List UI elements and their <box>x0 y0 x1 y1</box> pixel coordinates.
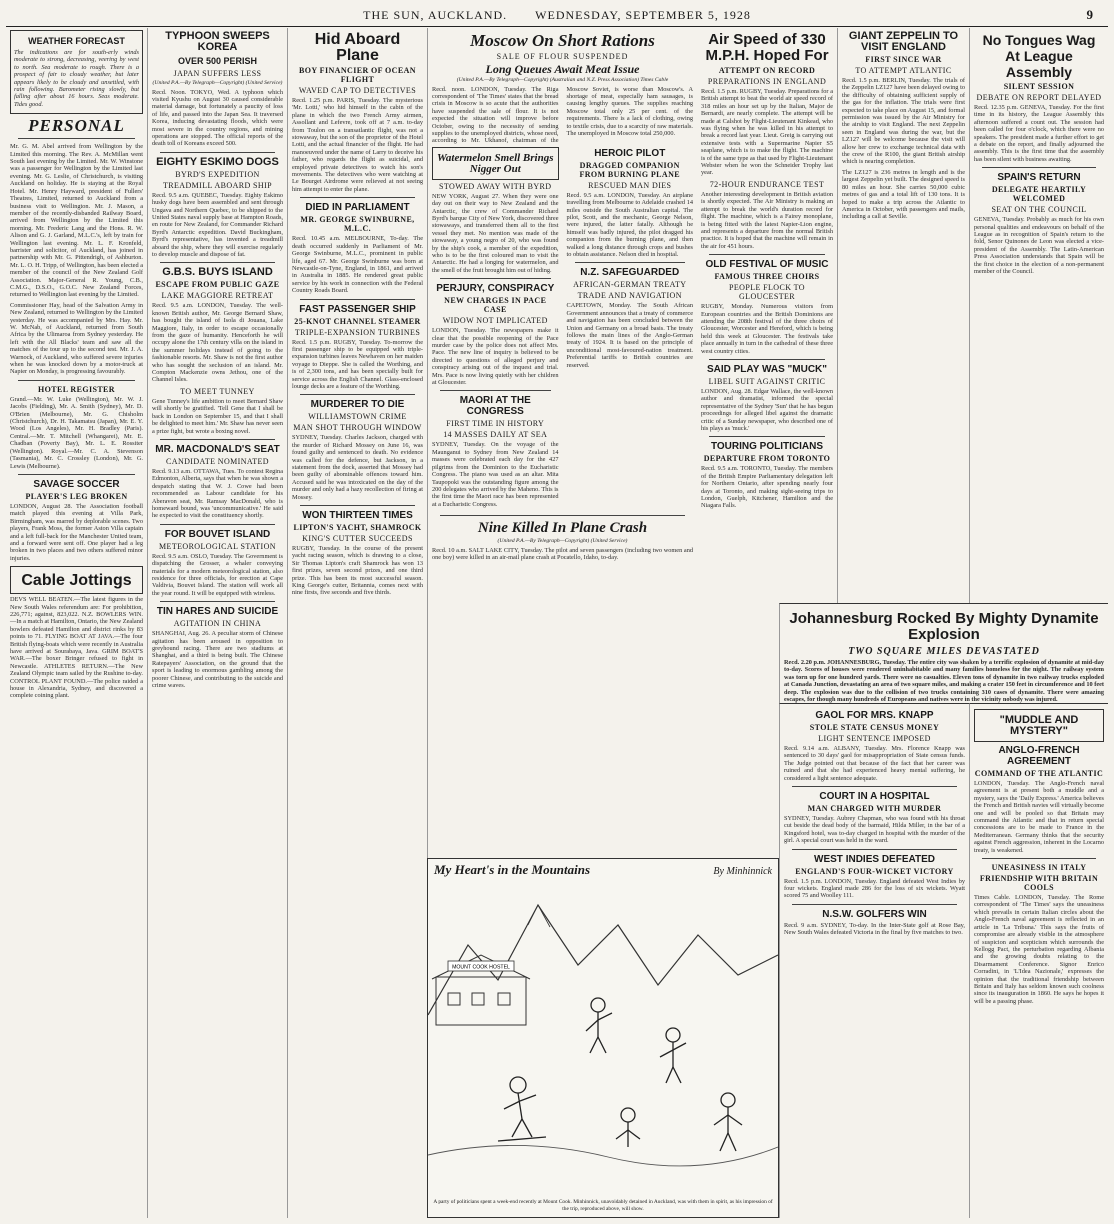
column-3 <box>287 28 427 1218</box>
endurance-text: Another interesting development in British aviation is shortly expected. The Air Ministry is making an attempt to break the world's duration record for flight. The machine, which is a Fairey monoplane, is being fitted with the latest Napier-Lion engine, and represents a departure from the normal British practice. It is hoped that the machine will remain in the air for 451 hours. <box>701 190 833 250</box>
old-festival-text: RUGBY, Monday. Numerous visitors from European countries and the British Dominions are attending the 208th festival of the three choirs of Gloucester, Worcester and Hereford, which is being held this week at Gloucester. The festivals take place annually in turn in the cathedral of these three west country cities. <box>701 303 833 355</box>
tin-hares-subtitle: AGITATION IN CHINA <box>173 619 262 629</box>
typhoon-credit: (United P.A.—By Telegraph—Copyright) (United Service) <box>152 80 283 86</box>
spain-subtitle-2: SEAT ON THE COUNCIL <box>991 205 1087 215</box>
gaol-text: Recd. 9.14 a.m. ALBANY, Tuesday. Mrs. Florence Knapp was sentenced to 30 days' gaol for misappropriation of State census funds. The Judge pointed out that because of the fact that her career was ruined and that she had experienced heavy mental suffering, he considered a light sentence adequate. <box>784 745 965 782</box>
moscow-text: Recd. noon. LONDON, Tuesday. The Riga correspondent of 'The Times' states that the bread crisis in Moscow is so acute that the authorities have suspended the sale of flour. It is not expected the situation will improve before October, owing to the necessity of sending supplies to the unemployed districts, whose need, according to Mr. Ukhanof, chairman of the Moscow Soviet, is worse than Moscow's. A shortage of meat, especially ham sausages, is causing lengthy queues. The supplies reaching Moscow total only 25 per cent. of the requirements. There is a lack of clothing, owing to textile crisis, due to a scarcity of raw materials. The unemployed in Moscow total 250,000. <box>432 85 693 145</box>
air-speed-title: Air Speed of 330 M.P.H. Hoped For <box>705 31 829 64</box>
nz-subtitle: AFRICAN-GERMAN TREATY <box>573 280 687 290</box>
zeppelin-subtitle-2: TO ATTEMPT ATLANTIC <box>855 66 952 75</box>
spain-text: GENEVA, Tuesday. Probably as much for his own personal qualities and endeavours on behalf of the League as in recognition of Spain's return to the fold, Senor Quinones de Leon was elected a vice-president of the Assembly. The Latin-American Press Association understands that Spain will be the first choice in the election of a non-permanent member of the Council. <box>974 216 1104 276</box>
personal-text: Mr. G. M. Abel arrived from Wellington by the Limited this morning. The Rev. A. McMillan went South last evening by the Limited. Mr. W. Winstone was a passenger for Wellington by the Limited last evening. Mr. G. Leslie, of Christchurch, is visiting Auckland on holiday. He is staying at the Royal Hotel. Mr. Henry Hayward, president of Fullers' Theatres, Limited, returned to Auckland from a business visit to Wellington. Mr. J. Mason, a member of the recently-disbanded Railway Board, arrived from Wellington by the Limited this morning. Mr. Frederic Lang and the Hons. R. W. Alison and G. J. Garland, M.L.C.'s, left by train for Wellington last evening. Mr. L. F. Kronfeld, barrister and solicitor, of Auckland, has joined in partnership with Mr. G. Pittendrigh, of Ashburton. Mr. L. O. H. Tripp, of Wellington, has been elected a member of the council of the New Zealand Golf Association. Major-General R. Young, C.B., C.M.G., D.S.O., G.O.C. New Zealand Forces, returned to Wellington last evening by the Limited. <box>10 143 143 299</box>
hid-subtitle: BOY FINANCIER OF OCEAN FLIGHT <box>299 66 416 84</box>
column-2 <box>147 28 287 1218</box>
savage-text: LONDON, August 28. The Association football match played this evening at Villa Park, Birmingham, was marred by deplorable scenes. Two players, Frank Moss, the former Aston Villa captain and a left full-back for the Manchester United team, and a forward were sent off. One player had a leg broken in two places and two others suffered minor injuries. <box>10 502 143 562</box>
watermelon-title: Watermelon Smell Brings Nigger Out <box>436 151 554 175</box>
savage-title: SAVAGE SOCCER <box>33 478 120 490</box>
weather-title: WEATHER FORECAST <box>28 36 125 46</box>
cartoon-caption: A party of politicians spent a week-end recently at Mount Cook. Minhinnick, unavoidably detained in Auckland, was with them in spirit, as his impression of the trip, reproduced above, will show. <box>433 1199 773 1212</box>
tongues-subtitle-2: DEBATE ON REPORT DELAYED <box>976 93 1102 102</box>
parliament-title: DIED IN PARLIAMENT <box>305 202 410 214</box>
masthead-date: WEDNESDAY, SEPTEMBER 5, 1928 <box>535 7 751 22</box>
said-play-title: SAID PLAY WAS "MUCK" <box>706 363 828 375</box>
page-grid <box>6 28 1108 1218</box>
watermelon-subtitle: STOWED AWAY WITH BYRD <box>439 181 552 191</box>
muddle-title: "MUDDLE AND MYSTERY" <box>999 714 1079 737</box>
nsw-golfers-text: Recd. 9 a.m. SYDNEY, To-day. In the Inter-State golf at Rose Bay, New South Wales defeated Victoria in the final by five matches to two. <box>784 921 965 937</box>
masthead-title: THE SUN, AUCKLAND. <box>363 7 508 22</box>
heroic-subtitle: DRAGGED COMPANION FROM BURNING PLANE <box>579 160 681 179</box>
tin-hares-title: TIN HARES AND SUICIDE <box>156 606 279 618</box>
personal-title: PERSONAL <box>28 116 125 136</box>
cartoon-header <box>428 859 778 881</box>
nine-killed-text: Recd. 10 a.m. SALT LAKE CITY, Tuesday. The pilot and seven passengers (including two women and one boy) were killed in an air-mail plane crash at Pocatello, Idaho, to-day. <box>432 546 693 562</box>
old-festival-subtitle: FAMOUS THREE CHOIRS <box>714 272 820 282</box>
court-title: COURT IN A HOSPITAL <box>819 791 930 803</box>
figure-skier <box>498 1077 546 1141</box>
touring-subtitle: DEPARTURE FROM TORONTO <box>703 454 831 464</box>
muddle-box <box>974 709 1104 742</box>
johannesburg-title: Johannesburg Rocked By Mighty Dynamite Explosion <box>789 610 1099 643</box>
typhoon-text: Recd. Noon. TOKYO, Wed. A typhoon which visited Kyushu on August 30 caused considerable material damage, but fortunately a paucity of loss of life, and passed into the Japan Sea. It traversed Korea, inducing devastating floods, which were most severe in the country regions, and mining operations are stopped. The official reports of the death toll of Koreans exceed 500. <box>152 88 283 148</box>
murder-text: SYDNEY, Tuesday. Charles Jackson, charged with the murder of Richard Mossey on June 16, was found guilty and sentenced to death. No evidence was called for the defence, but Jackson, in a statement from the dock, asserted that Mossey had been guilty of abominable offences toward him. Accused said he was intoxicated on the day of the murder and only had a hazy recollection of firing at Mossey. <box>292 434 423 501</box>
muddle-text: LONDON, Tuesday. The Anglo-French naval agreement is at present both a muddle and a mystery, says the 'Daily Express.' America believes the French and British navies will virtually become one and will be pooled so that Britain may command the Atlantic and that in return special concessions are to be made to France in the Mediterranean. Germany thinks that the security against French aggression, inherent in the Locarno treaty, is weakened. <box>974 780 1104 854</box>
personal-text-2: Commissioner Hay, head of the Salvation Army in New Zealand, returned to Wellington by the Limited yesterday. He was accompanied by Mrs. Hay. Mr. W. McNab, of Auckland, returned from South Africa by the Ulimaroa from Sydney yesterday. He left with the All Blacks' team and saw all the matches of the tour up to the second test. Mr. J. A. Warnock, of Auckland, who suffered severe injuries when he was knocked down by a motor-truck at Napier on Monday, is progressing favourably. <box>10 301 143 376</box>
won-subtitle-2: KING'S CUTTER SUCCEEDS <box>302 534 413 544</box>
eskimo-text: Recd. 9.5 a.m. QUEBEC, Tuesday. Eighty Eskimo husky dogs have been assembled and sent through Ungava and Northern Quebec, to be shipped to the United States naval supply base at Hampton Roads, en route for New Zealand, for Commander Richard Byrd's Antarctic expedition. David Buckingham, Byrd's representative, has invented a treadmill aboard the ship, where they will exercise regularly to develop muscle and dispose of fat. <box>152 191 283 258</box>
moscow-title: Moscow On Short Rations <box>470 31 655 50</box>
bouvet-title: FOR BOUVET ISLAND <box>164 528 271 540</box>
won-subtitle: LIPTON'S YACHT, SHAMROCK <box>293 523 422 533</box>
tongues-subtitle: SILENT SESSION <box>1003 82 1075 91</box>
macdonald-title: MR. MACDONALD'S SEAT <box>155 443 280 455</box>
heroic-title: HEROIC PILOT <box>594 147 666 159</box>
johannesburg-text: Recd. 2.20 p.m. JOHANNESBURG, Tuesday. The entire city was shaken by a terrific explosion of dynamite at mid-day to-day. Scores of houses were rendered uninhabitable and many families homeless for the night. The railway system was torn up for one hundred yards. There were no casualties. Eleven tons of dynamite in two railway trucks exploded at Canada Junction, devastating an area of two square miles, and making a crater 150 feet in circumference and 10 feet deep. The explosion was due to the collision of two trucks containing 310 cases of dynamite. There were amazing escapes, for though many hundreds of Europeans and natives were in the vicinity nobody was injured. <box>784 659 1104 703</box>
heroic-subtitle-2: RESCUED MAN DIES <box>588 180 672 190</box>
parliament-text: Recd. 10.45 a.m. MELBOURNE, To-day. The death occurred suddenly in Parliament of Mr. George Swinburne, M.L.C., prominent in public life, aged 67. Mr. George Swinburne was born at Newcastle-on-Tyne, England, in 1861, and arrived in Australia in 1885. He rendered great public service by his work in connection with the Federal Country Roads Board. <box>292 235 423 295</box>
tongues-title: No Tongues Wag At League Assembly <box>982 32 1096 80</box>
hostel-sign <box>448 961 514 971</box>
perjury-title: PERJURY, CONSPIRACY <box>436 283 555 295</box>
nz-text: CAPETOWN, Monday. The South African Government announces that a treaty of commerce and navigation has been concluded between the Union and Germany on a broad basis. The treaty follows the main lines of the Anglo-German treaty of 1924. It is based on the principle of unconditional most-favoured-nation treatment. Preferential tariffs to British countries are reserved. <box>566 302 693 369</box>
said-play-subtitle: LIBEL SUIT AGAINST CRITIC <box>708 376 826 386</box>
johannesburg-subtitle: TWO SQUARE MILES DEVASTATED <box>848 646 1040 657</box>
court-subtitle: MAN CHARGED WITH MURDER <box>807 804 942 814</box>
west-indies-subtitle: ENGLAND'S FOUR-WICKET VICTORY <box>795 866 954 876</box>
moscow-lower-right <box>567 145 694 511</box>
zeppelin-subtitle: FIRST SINCE WAR <box>865 55 942 64</box>
johannesburg-block <box>779 603 1108 703</box>
heroic-text: Recd. 9.5 a.m. LONDON, Tuesday. An airplane travelling from Melbourne to Adelaide crashed 14 miles outside the South Australian capital. The pilot, Scott, and the mechanic, George Nelson, were injured, the latter fatally. Although he himself was badly injured, the pilot dragged his companion from the burning plane, and then walked a long distance through crops and bushes to obtain assistance. Nelson died in hospital. <box>566 191 693 258</box>
perjury-text: LONDON, Tuesday. The newspapers make it clear that the possible reopening of the Pace murder case by the police does not affect Mrs. Pace. The new line of inquiry is believed to be directed to questions of alleged perjury and conspiracy arising out of the inquest and trial. Mrs. Pace is now living quietly with her children at Gloucester. <box>432 327 559 387</box>
italy-title: UNEASINESS IN ITALY <box>991 863 1087 873</box>
muddle-subtitle-2: COMMAND OF THE ATLANTIC <box>974 769 1104 778</box>
gbs-text: Recd. 9.5 a.m. LONDON, Tuesday. The well-known British author, Mr. George Bernard Shaw, has bought the island of Isola di Jouana, Lake Maggiore, Italy, in order to escape occasionally from the gaze of humanity. Henceforth he will occupy alone the 17th century villa on the island in the summer holidays instead of going to the fashionable resorts. Mr. Shaw is not the first author who has sought the seclusion of an island. Mr. Compton Mackenzie owns Jethou, one of the Channel Isles. <box>152 302 283 384</box>
figure-climber-1 <box>586 998 612 1053</box>
maori-subtitle-2: 14 MASSES DAILY AT SEA <box>443 430 548 440</box>
fast-ship-title: FAST PASSENGER SHIP <box>299 303 416 315</box>
column-6-upper <box>837 28 969 603</box>
air-speed-subtitle: ATTEMPT ON RECORD <box>718 66 816 75</box>
spain-subtitle: DELEGATE HEARTILY WELCOMED <box>991 185 1087 204</box>
figure-climber-2 <box>660 1028 686 1083</box>
west-indies-title: WEST INDIES DEFEATED <box>814 853 935 865</box>
moscow-credit: (United P.A.—By Telegraph—Copyright) (Australian and N.Z. Press Association) Times Cable <box>456 77 669 83</box>
murder-subtitle: WILLIAMSTOWN CRIME <box>308 412 407 422</box>
old-festival-title: OLD FESTIVAL OF MUSIC <box>705 259 829 271</box>
column-1 <box>6 28 147 1218</box>
figure-group <box>616 1093 742 1151</box>
eskimo-title: EIGHTY ESKIMO DOGS <box>156 155 279 168</box>
eskimo-subtitle-2: TREADMILL ABOARD SHIP <box>163 180 272 190</box>
murder-title: MURDERER TO DIE <box>310 399 405 411</box>
typhoon-title: TYPHOON SWEEPS KOREA <box>165 30 270 53</box>
parliament-subtitle: MR. GEORGE SWINBURNE, M.L.C. <box>300 215 415 234</box>
muddle-subtitle: ANGLO-FRENCH AGREEMENT <box>998 745 1080 767</box>
zeppelin-text: Recd. 1.5 p.m. BERLIN, Tuesday. The trials of the Zeppelin LZ127 have been delayed owing to the difficulty of obtaining sufficient supply of the gas for the inflation. The trials were first expected to take place on August 15, and formal permission was issued by the Air Ministry for the airship to visit England. The next Zeppelin seen in England was during the war, but the LZ127 will be welcome because the visit will allow her crew to exchange technical data with the crew of the R100, the giant British airship which is nearing completion. <box>842 77 965 166</box>
watermelon-text: NEW YORK, August 27. When they were one day out on their way to New Zealand and the Antarctic, the crew of Commander Richard Byrd's barque City of New York, discovered three stowaways, and transferred them all to the first vessel they met. No mention was made of the stowaway, a young negro of 20, who was found by the ship's cook, a member of the expedition, who is to be the first coloured man to visit the Antarctic. He had a longing for watermelon, and the smell of the fruit brought him out of hiding. <box>432 192 559 274</box>
gaol-subtitle-2: LIGHT SENTENCE IMPOSED <box>818 734 931 743</box>
moscow-body <box>432 86 693 145</box>
italy-text: Times Cable. LONDON, Tuesday. The Rome correspondent of 'The Times' says the uneasiness which prevails in certain Italian circles about the Anglo-French naval agreement is reflected in an article in 'La Tribuna.' This says the fruits of compromise are already visible in the atmosphere of suspicion and scepticism which surrounds the Kellogg Pact, the perturbation regarding Albania and the growing doubts relating to the Disarmament Conference. Signor Enrico Corradini, in 'L'Idea Nazionale,' expresses the opinion that the traditional friendship between Britain and Italy has seldom known such coolness since its inauguration in 1860. He says he hopes it will be a passing phase. <box>974 894 1104 1005</box>
nz-title: N.Z. SAFEGUARDED <box>580 267 680 279</box>
hostel-sign-text: MOUNT COOK HOSTEL <box>452 964 510 971</box>
nz-subtitle-2: TRADE AND NAVIGATION <box>577 291 682 301</box>
perjury-subtitle-2: WIDOW NOT IMPLICATED <box>442 316 548 326</box>
bouvet-text: Recd. 9.5 a.m. OSLO, Tuesday. The Government is dispatching the Grosser, a whaler conveying materials for a modern meteorological station, also residence for three officials, for erection at Cape Valdivia, Bouvet Island. The station will work all the year round. It will be equipped with wireless. <box>152 552 283 597</box>
nine-killed-credit: (United P.A.—By Telegraph—Copyright) (United Service) <box>497 538 628 545</box>
said-play-text: LONDON, Aug. 28. Edgar Wallace, the well-known author and dramatist, informed the special representative of the Sydney 'Sun' that he has begun proceedings for alleged libel against the dramatic critic of a Sunday newspaper, who described one of his plays as 'muck.' <box>701 387 833 432</box>
tunney-subtitle: TO MEET TUNNEY <box>180 386 255 396</box>
cartoon-panel <box>427 858 779 1218</box>
italy-subtitle: FRIENDSHIP WITH BRITAIN COOLS <box>979 874 1099 893</box>
snow-slope-outline <box>428 1145 778 1165</box>
moscow-subtitle-2: Long Queues Await Meat Issue <box>485 62 640 76</box>
tin-hares-text: SHANGHAI, Aug. 26. A peculiar storm of Chinese agitation has been aroused in opposition to greyhound racing. There are two stadiums at Shanghai, and a third is being built. The Chinese Ratepayers' Association, on the ground that the sport is leading to enormous gambling among the poorer Chinese, and contributing to the suicide and crime waves. <box>152 630 283 690</box>
moscow-lower-left <box>432 145 559 511</box>
moscow-block <box>427 28 697 858</box>
nsw-golfers-title: N.S.W. GOLFERS WIN <box>822 908 927 920</box>
cartoon-drawing <box>428 885 778 1195</box>
watermelon-box <box>432 147 559 180</box>
perjury-subtitle: NEW CHARGES IN PACE CASE <box>444 296 547 315</box>
moscow-lower <box>432 145 693 511</box>
page-number: 9 <box>1086 7 1094 22</box>
gbs-subtitle-2: LAKE MAGGIORE RETREAT <box>161 291 274 301</box>
snow-peak-outline <box>528 905 550 927</box>
cable-text: DEVS WELL BEATEN.—The latest figures in the New South Wales referendum are: For prohibition, 226,771; against, 823,022. N.Z. BOWLERS WIN.—In a match at Hamilton, Ontario, the New Zealand bowlers defeated Hamilton and district rinks by 83 points to 71. FLYING BOAT AT JAVA.—The four British flying-boats which were recently in Australia have arrived at Sourabaya, Java. GRIM BOAT'S WAR.—The boxer Bringer refused to fight in Newcastle. ATHLETES RETURN.—The New Zealand Olympic team sailed by the Rushine to-day. CONTROL PLANT FOUND.—The police raided a house in Alexandria, Sydney, and discovered a complete coining plant. <box>10 596 143 700</box>
typhoon-subtitle: OVER 500 PERISH <box>177 56 258 66</box>
won-text: RUGBY, Tuesday. In the course of the present yacht racing season, which is drawing to a close, Sir Thomas Lipton's craft Shamrock has won 13 first prizes, seven second prizes, and one third prize. This has been its most successful season. King George's cutter, Britannia, comes next with nine firsts, five seconds and five thirds. <box>292 545 423 597</box>
hid-text: Recd. 1.25 p.m. PARIS, Tuesday. The mysterious 'Mr. Lotti,' who hid himself in the cabin of the plane in which the two French Army airmen, Assollant and Lefevre, took off at 7 a.m. to-day from Toulon on a transatlantic flight, was not a stowaway, but the son of the proprietor of the Hotel Lotti, and the actual financier of the flight. He had manoeuvred under the name of Larry to deceive his father, who regards the flight as suicidal, and employed private detectives to watch his son's movements. The detectives who were watching at Le Bourget Airdrome were relieved at not seeing him attempt to enter the plane. <box>292 97 423 193</box>
fast-ship-subtitle-2: TRIPLE-EXPANSION TURBINES <box>294 327 421 337</box>
touring-text: Recd. 9.5 a.m. TORONTO, Tuesday. The members of the British Empire Parliamentary delegation left for Northern Ontario, after spending nearly four days at Toronto, and making sight-seeing trips to London, Guelph, Kitchener, Hamilton and the Niagara Falls. <box>701 465 833 510</box>
spain-title: SPAIN'S RETURN <box>997 172 1081 184</box>
column-7-lower <box>969 703 1108 1218</box>
weather-text: The indications are for south-erly winds moderate to strong, decreasing, veering by west to north. Sea moderate to rough. There is a prospect of fair to cloudy weather, but later appears likely to be cloudy and unsettled, with rain following. Barometer rising slowly, but falling after about 16 hours. Seas moderate. Tides good. <box>14 49 139 108</box>
gbs-title: G.B.S. BUYS ISLAND <box>162 266 273 279</box>
column-7-upper <box>969 28 1108 603</box>
mountain-range-outline <box>428 905 778 1015</box>
typhoon-subtitle-2: JAPAN SUFFERS LESS <box>173 69 262 78</box>
savage-subtitle: PLAYER'S LEG BROKEN <box>25 491 128 501</box>
cartoon-byline: By Minhinnick <box>713 866 772 877</box>
maori-title: MAORI AT THE CONGRESS <box>459 395 531 418</box>
fast-ship-text: Recd. 1.5 p.m. RUGBY, Tuesday. To-morrow the first passenger ship to be equipped with triple-expansion turbines leaves Newhaven on her maiden voyage to Dieppe. She is called the Worthing, and is of 2,300 tons, and has been specially built for service across the English Channel. Glass-enclosed lounge decks are a feature of the Worthing. <box>292 338 423 390</box>
bouvet-subtitle: METEOROLOGICAL STATION <box>159 541 276 551</box>
west-indies-text: Recd. 1.5 p.m. LONDON, Tuesday. England defeated West Indies by four wickets. England made 286 for the loss of six wickets. Wyatt scored 75 and Woolley 111. <box>784 877 965 900</box>
endurance-subtitle: 72-HOUR ENDURANCE TEST <box>709 179 825 189</box>
air-speed-text: Recd. 1.5 p.m. RUGBY, Tuesday. Preparations for a British attempt to beat the world air speed record of 318 miles an hour set up by the Italian, Major de Bernardi, are nearly complete. The attempt will be made at Calshot by Flight-Lieutenant Kinkead, who was flying when he was killed in his attempt to break a record last year. Lieut. Greig is carrying out extensive tests with a Supermarine Napier S5 seaplane, which is to make the flight. The machine is of the same type as that used by Flight-Lieutenant Webster when he won the Schneider Trophy last year. <box>701 88 833 177</box>
maori-text: SYDNEY, Tuesday. On the voyage of the Maunganui to Sydney from New Zealand 14 masses were celebrated each day for the 427 pilgrims from the Dominion to the Eucharistic Congress. The piano was used as an altar. Mita Taupopoki was the outstanding figure among the 200 delegates who arrived by the Maheno. This is the first time the Maori race has been represented at a Eucharistic Congress. <box>432 441 559 508</box>
touring-title: TOURING POLITICIANS <box>710 441 824 453</box>
hid-subtitle-2: WAVED CAP TO DETECTIVES <box>298 86 417 95</box>
cartoon-title: My Heart's in the Mountains <box>434 862 591 877</box>
weather-box <box>10 30 143 114</box>
cable-title: Cable Jottings <box>21 572 132 590</box>
won-title: WON THIRTEEN TIMES <box>302 510 413 522</box>
masthead <box>6 4 1108 27</box>
cable-jottings-box <box>10 566 143 594</box>
tongues-text: Recd. 12.35 p.m. GENEVA, Tuesday. For the first time in its history, the League Assembly this afternoon suffered a count out. The session had been called for four o'clock, which there were no speakers. The president made a further effort to get a debate on the report, and finally adjourned the assembly. This is the first time that the assembly has been silent with business awaiting. <box>974 104 1104 163</box>
column-6-lower <box>779 703 969 1218</box>
old-festival-subtitle-2: PEOPLE FLOCK TO GLOUCESTER <box>729 283 805 302</box>
gbs-subtitle: ESCAPE FROM PUBLIC GAZE <box>155 280 280 290</box>
zeppelin-text-2: The LZ127 is 236 metres in length and is the largest Zeppelin yet built. The designed speed is 80 miles an hour. She carries 50,000 cubic metres of gas and a total lift of 130 tons. It is hoped to make a trip across the Atlantic to America in October, with passengers and mails, including a call at Seville. <box>842 168 965 221</box>
hotel-text: Grand.—Mr. W. Luke (Wellington), Mr. W. J. Jacobs (Fielding), Mr. A. Smith (Sydney), Mr. D. O'Brien (Melbourne), Mr. G. Chisholm (Christchurch), Dr. H. Takamatsu (Japan), Mr. E. Y. Wood (Los Angeles), Mr. H. Bradley (Paris). Central.—Mr. T. Mitchell (Whangarei), Mr. E. Chadban (Poverty Bay), Mr. L. E. Rossiter (Wellington). Royal.—Mr. C. A. Stevenson (Tasmania), Mr. C. Crossley (London), Mr. G. Lewis (Melbourne). <box>10 395 143 470</box>
eskimo-subtitle: BYRD'S EXPEDITION <box>175 169 260 179</box>
fast-ship-subtitle: 25-KNOT CHANNEL STEAMER <box>294 316 421 326</box>
moscow-subtitle: SALE OF FLOUR SUSPENDED <box>496 52 629 61</box>
air-speed-subtitle-2: PREPARATIONS IN ENGLAND <box>707 77 827 86</box>
gaol-title: GAOL FOR MRS. KNAPP <box>815 710 934 721</box>
hotel-title: HOTEL REGISTER <box>38 384 115 394</box>
murder-subtitle-2: MAN SHOT THROUGH WINDOW <box>293 423 422 433</box>
maori-subtitle: FIRST TIME IN HISTORY <box>446 419 545 429</box>
gaol-subtitle: STOLE STATE CENSUS MONEY <box>809 723 940 732</box>
nine-killed-title: Nine Killed In Plane Crash <box>477 520 648 537</box>
zeppelin-title: GIANT ZEPPELIN TO VISIT ENGLAND <box>848 30 959 53</box>
hid-title: Hid Aboard Plane <box>314 31 401 64</box>
tunney-text: Gene Tunney's life ambition to meet Bernard Shaw will shortly be gratified. 'Tell Gene that I shall be back in London on September 15, and that I shall be delighted to meet him.' Mr. Shaw has never seen a prize fight, but wrote a boxing novel. <box>152 397 283 435</box>
macdonald-text: Recd. 9.13 a.m. OTTAWA, Tues. To contest Regina Edmonton, Alberta, says that when he was shown a despatch stating that W. J. Cowe had been recommended as Labour candidate for his Aberavon seat, Mr. Ramsay MacDonald, who is homeward bound, was 'uncommunicative.' He said he expected to visit the constituency shortly. <box>152 467 283 520</box>
macdonald-subtitle: CANDIDATE NOMINATED <box>166 456 269 466</box>
court-text: SYDNEY, Tuesday. Aubrey Chapman, who was found with his throat cut beside the dead body of the barmaid, Hilda Miller, in the bar of a Kingsford hotel, was to-day charged in hospital with the murder of the girl. A special court was held in the ward. <box>784 815 965 845</box>
